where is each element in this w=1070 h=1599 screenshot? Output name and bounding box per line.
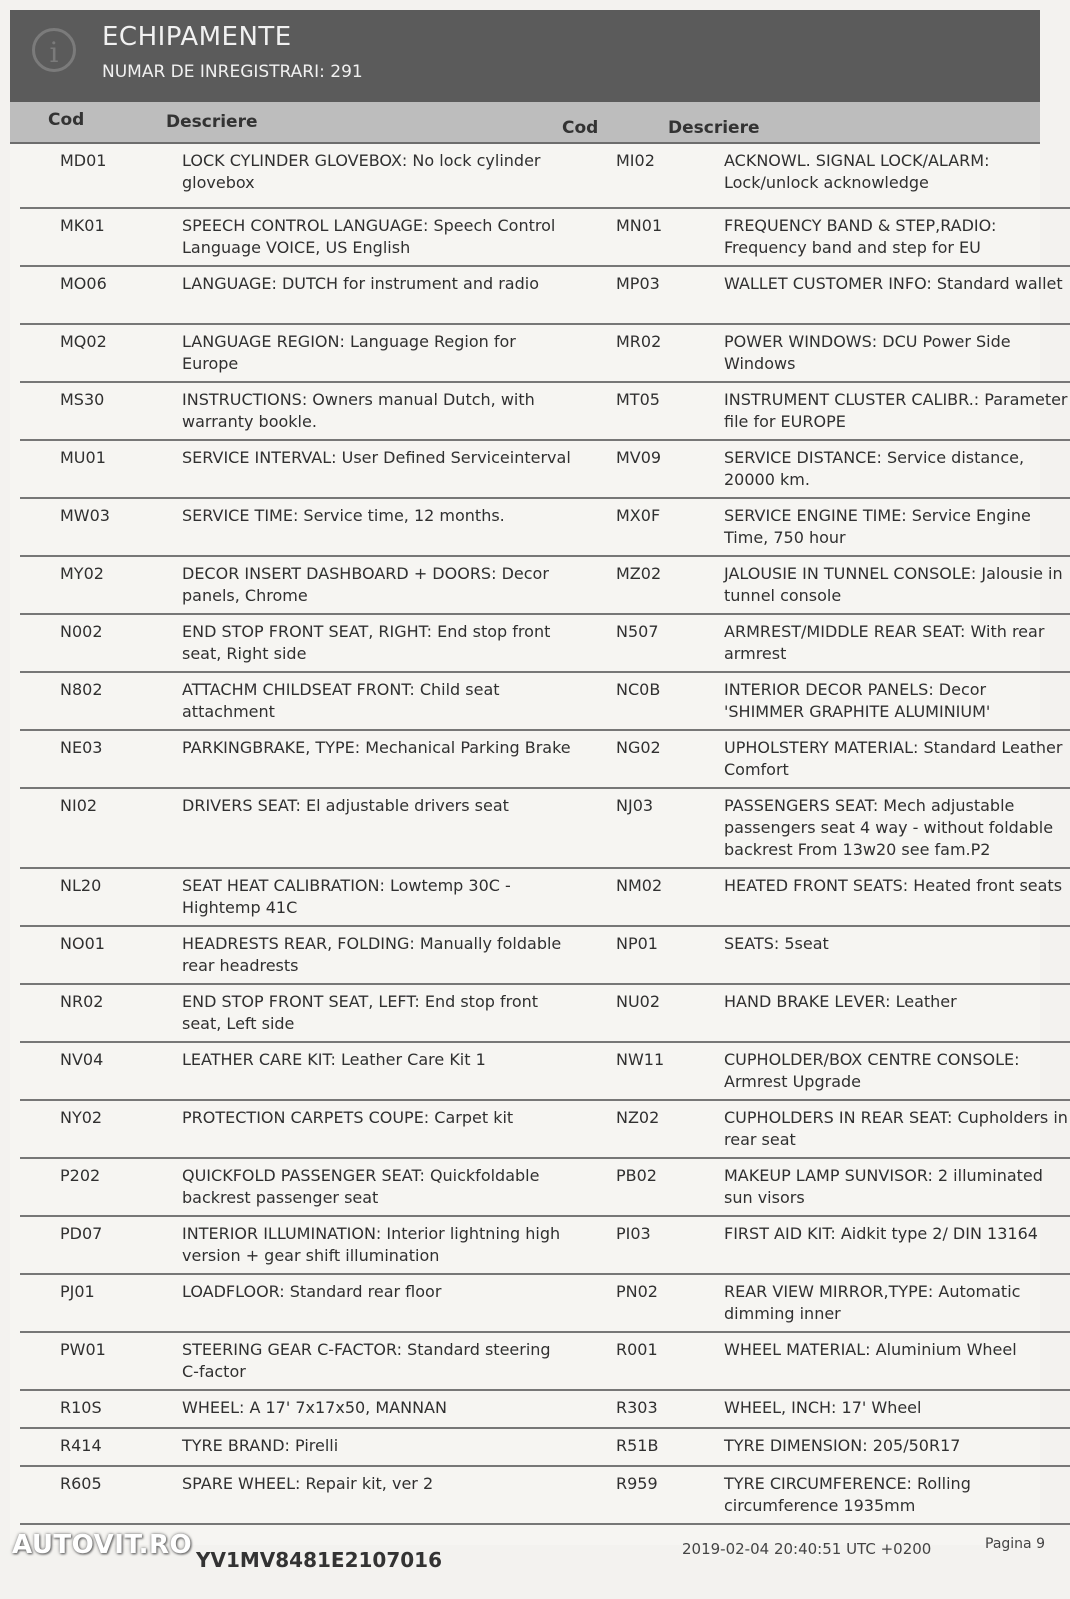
code-cell: NY02 [20,1100,176,1158]
description-cell: END STOP FRONT SEAT, LEFT: End stop front seat, Left side [176,984,576,1042]
code-cell: MS30 [20,382,176,440]
description-cell: TYRE CIRCUMFERENCE: Rolling circumference 1935mm [720,1466,1070,1524]
code-cell: NM02 [576,868,720,926]
description-cell: ATTACHM CHILDSEAT FRONT: Child seat attachment [176,672,576,730]
description-cell: SPARE WHEEL: Repair kit, ver 2 [176,1466,576,1524]
code-cell: R51B [576,1428,720,1466]
description-cell: END STOP FRONT SEAT, RIGHT: End stop front seat, Right side [176,614,576,672]
description-cell: QUICKFOLD PASSENGER SEAT: Quickfoldable backrest passenger seat [176,1158,576,1216]
code-cell: NU02 [576,984,720,1042]
code-cell: NO01 [20,926,176,984]
code-cell: NG02 [576,730,720,788]
record-count: NUMAR DE INREGISTRARI: 291 [102,62,363,82]
table-row [20,556,1070,614]
description-cell: INTERIOR ILLUMINATION: Interior lightning high version + gear shift illumination [176,1216,576,1274]
description-cell: WHEEL MATERIAL: Aluminium Wheel [720,1332,1070,1390]
col-header-code-right: Cod [562,118,599,138]
description-cell: MAKEUP LAMP SUNVISOR: 2 illuminated sun visors [720,1158,1070,1216]
table-row [20,1466,1070,1524]
code-cell: P202 [20,1158,176,1216]
description-cell: DRIVERS SEAT: El adjustable drivers seat [176,788,576,868]
description-cell: SEAT HEAT CALIBRATION: Lowtemp 30C - Hightemp 41C [176,868,576,926]
equipment-table [20,144,1070,1525]
watermark-logo: AUTOVIT.RO [12,1530,193,1560]
code-cell: R414 [20,1428,176,1466]
table-row [20,208,1070,266]
description-cell: INSTRUCTIONS: Owners manual Dutch, with warranty bookle. [176,382,576,440]
description-cell: WALLET CUSTOMER INFO: Standard wallet [720,266,1070,324]
code-cell: MX0F [576,498,720,556]
description-cell: SERVICE INTERVAL: User Defined Serviceinterval [176,440,576,498]
description-cell: SERVICE TIME: Service time, 12 months. [176,498,576,556]
description-cell: LEATHER CARE KIT: Leather Care Kit 1 [176,1042,576,1100]
sheet-header [10,10,1040,102]
code-cell: N002 [20,614,176,672]
description-cell: SERVICE ENGINE TIME: Service Engine Time, 750 hour [720,498,1070,556]
code-cell: PB02 [576,1158,720,1216]
table-row [20,1100,1070,1158]
code-cell: MN01 [576,208,720,266]
code-cell: R10S [20,1390,176,1428]
description-cell: POWER WINDOWS: DCU Power Side Windows [720,324,1070,382]
code-cell: PN02 [576,1274,720,1332]
table-row [20,1274,1070,1332]
description-cell: PARKINGBRAKE, TYPE: Mechanical Parking Brake [176,730,576,788]
table-row [20,382,1070,440]
code-cell: NZ02 [576,1100,720,1158]
print-timestamp: 2019-02-04 20:40:51 UTC +0200 [682,1540,932,1558]
code-cell: PI03 [576,1216,720,1274]
description-cell: LOCK CYLINDER GLOVEBOX: No lock cylinder glovebox [176,144,576,208]
table-row [20,1042,1070,1100]
info-icon: i [32,28,76,72]
description-cell: ARMREST/MIDDLE REAR SEAT: With rear armrest [720,614,1070,672]
code-cell: PJ01 [20,1274,176,1332]
description-cell: FREQUENCY BAND & STEP,RADIO: Frequency band and step for EU [720,208,1070,266]
description-cell: REAR VIEW MIRROR,TYPE: Automatic dimming inner [720,1274,1070,1332]
code-cell: MK01 [20,208,176,266]
description-cell: HEADRESTS REAR, FOLDING: Manually foldable rear headrests [176,926,576,984]
code-cell: MZ02 [576,556,720,614]
table-row [20,1216,1070,1274]
table-row [20,614,1070,672]
vin-number: YV1MV8481E2107016 [196,1548,442,1572]
table-row [20,730,1070,788]
code-cell: MV09 [576,440,720,498]
description-cell: INTERIOR DECOR PANELS: Decor 'SHIMMER GRAPHITE ALUMINIUM' [720,672,1070,730]
code-cell: R001 [576,1332,720,1390]
code-cell: MD01 [20,144,176,208]
description-cell: LANGUAGE REGION: Language Region for Europe [176,324,576,382]
table-row [20,1428,1070,1466]
code-cell: NP01 [576,926,720,984]
description-cell: HAND BRAKE LEVER: Leather [720,984,1070,1042]
code-cell: N507 [576,614,720,672]
table-row [20,498,1070,556]
code-cell: PD07 [20,1216,176,1274]
table-row [20,672,1070,730]
table-row [20,788,1070,868]
description-cell: SPEECH CONTROL LANGUAGE: Speech Control Language VOICE, US English [176,208,576,266]
description-cell: LANGUAGE: DUTCH for instrument and radio [176,266,576,324]
table-row [20,926,1070,984]
table-row [20,266,1070,324]
code-cell: NE03 [20,730,176,788]
description-cell: HEATED FRONT SEATS: Heated front seats [720,868,1070,926]
description-cell: FIRST AID KIT: Aidkit type 2/ DIN 13164 [720,1216,1070,1274]
code-cell: MW03 [20,498,176,556]
description-cell: CUPHOLDERS IN REAR SEAT: Cupholders in rear seat [720,1100,1070,1158]
code-cell: NR02 [20,984,176,1042]
description-cell: SEATS: 5seat [720,926,1070,984]
column-headers [10,102,1040,144]
code-cell: MR02 [576,324,720,382]
table-row [20,1390,1070,1428]
description-cell: CUPHOLDER/BOX CENTRE CONSOLE: Armrest Upgrade [720,1042,1070,1100]
description-cell: LOADFLOOR: Standard rear floor [176,1274,576,1332]
code-cell: N802 [20,672,176,730]
description-cell: PASSENGERS SEAT: Mech adjustable passengers seat 4 way - without foldable backrest From 13w20 see fam.P2 [720,788,1070,868]
code-cell: NJ03 [576,788,720,868]
description-cell: SERVICE DISTANCE: Service distance, 20000 km. [720,440,1070,498]
code-cell: R303 [576,1390,720,1428]
code-cell: NI02 [20,788,176,868]
code-cell: MT05 [576,382,720,440]
code-cell: NC0B [576,672,720,730]
description-cell: WHEEL: A 17' 7x17x50, MANNAN [176,1390,576,1428]
code-cell: PW01 [20,1332,176,1390]
page-title: ECHIPAMENTE [102,22,292,52]
table-row [20,440,1070,498]
description-cell: JALOUSIE IN TUNNEL CONSOLE: Jalousie in tunnel console [720,556,1070,614]
col-header-code-left: Cod [48,110,85,130]
description-cell: STEERING GEAR C-FACTOR: Standard steering C-factor [176,1332,576,1390]
code-cell: NW11 [576,1042,720,1100]
table-row [20,1158,1070,1216]
equipment-sheet [10,10,1068,1545]
description-cell: TYRE BRAND: Pirelli [176,1428,576,1466]
code-cell: R605 [20,1466,176,1524]
code-cell: MI02 [576,144,720,208]
description-cell: DECOR INSERT DASHBOARD + DOORS: Decor panels, Chrome [176,556,576,614]
description-cell: UPHOLSTERY MATERIAL: Standard Leather Comfort [720,730,1070,788]
table-row [20,324,1070,382]
description-cell: WHEEL, INCH: 17' Wheel [720,1390,1070,1428]
table-row [20,1332,1070,1390]
code-cell: MO06 [20,266,176,324]
table-row [20,984,1070,1042]
table-row [20,144,1070,208]
code-cell: R959 [576,1466,720,1524]
code-cell: NV04 [20,1042,176,1100]
description-cell: ACKNOWL. SIGNAL LOCK/ALARM: Lock/unlock acknowledge [720,144,1070,208]
code-cell: MQ02 [20,324,176,382]
description-cell: PROTECTION CARPETS COUPE: Carpet kit [176,1100,576,1158]
code-cell: MY02 [20,556,176,614]
code-cell: MU01 [20,440,176,498]
table-row [20,868,1070,926]
page-number: Pagina 9 [985,1536,1045,1552]
description-cell: TYRE DIMENSION: 205/50R17 [720,1428,1070,1466]
col-header-desc-right: Descriere [668,118,760,138]
col-header-desc-left: Descriere [166,112,258,132]
description-cell: INSTRUMENT CLUSTER CALIBR.: Parameter file for EUROPE [720,382,1070,440]
code-cell: MP03 [576,266,720,324]
code-cell: NL20 [20,868,176,926]
